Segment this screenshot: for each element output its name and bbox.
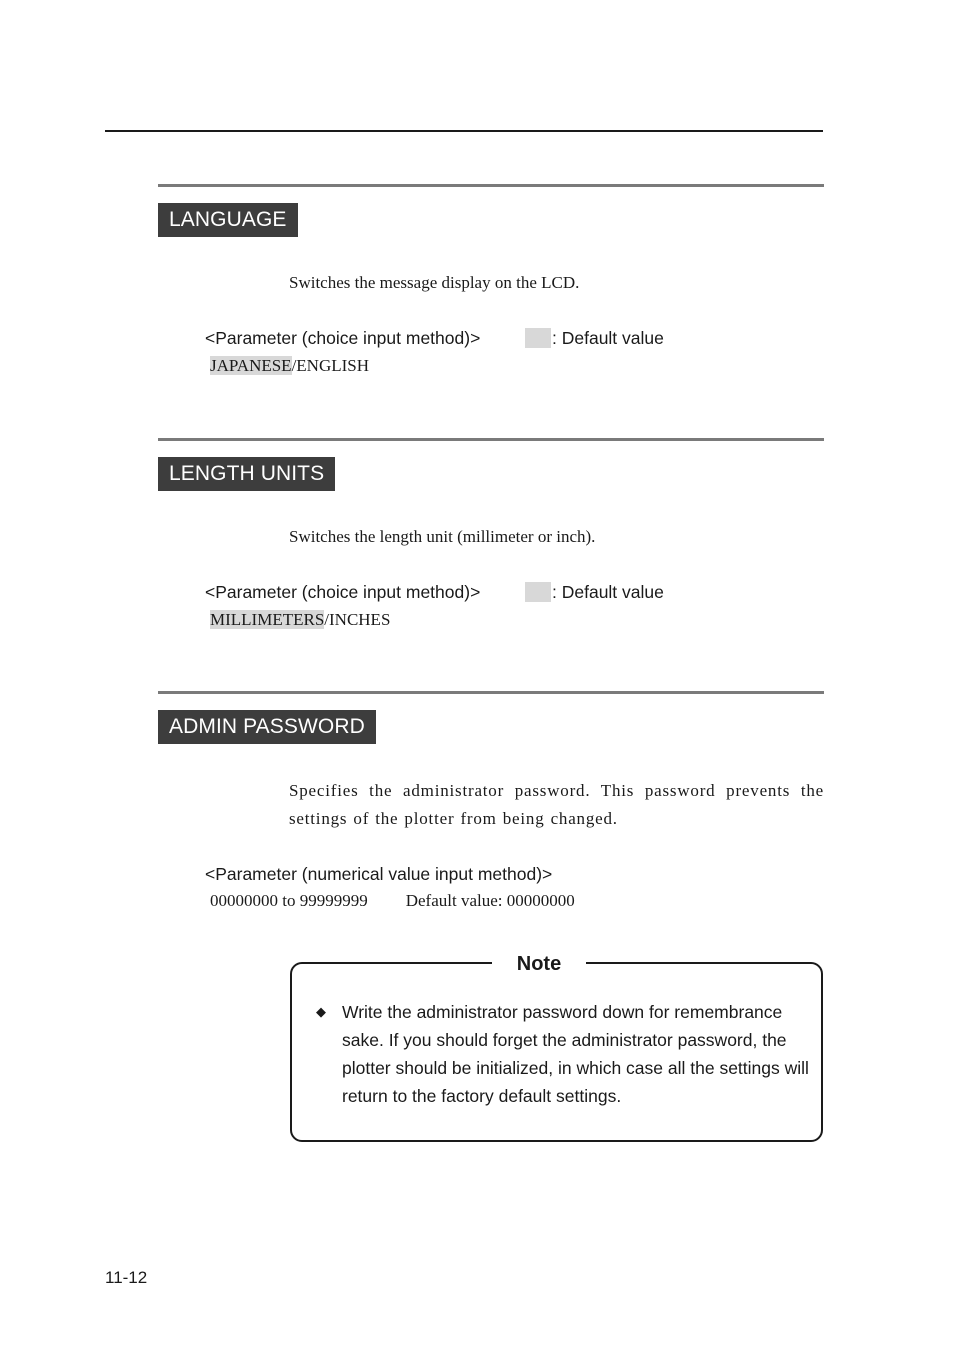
default-value-legend [525,582,664,603]
parameter-values [210,891,575,911]
parameter-values [210,610,390,630]
section-title: LENGTH UNITS [158,457,335,491]
section-description: Switches the message display on the LCD. [289,273,580,292]
section-description: Specifies the administrator password. This password prevents the settings of the plotter from being changed. [289,781,824,828]
default-value-text: Default value: 00000000 [405,891,575,910]
default-swatch [525,582,551,602]
default-swatch [525,328,551,348]
parameter-label: <Parameter (choice input method)> [205,582,481,602]
section-length-units [158,438,824,491]
section-rule [158,184,824,187]
section-admin-password [158,691,824,744]
default-choice: MILLIMETERS [210,610,325,629]
other-choices: /ENGLISH [291,356,370,375]
value-range: 00000000 to 99999999 [210,891,368,910]
note-text: Write the administrator password down for remembrance sake. If you should forget the administrator password, the plotter should be initialized, in which case all the settings will return to the factory default settings. [342,1002,809,1106]
diamond-bullet-icon: ◆ [316,1004,326,1019]
default-choice: JAPANESE [210,356,292,375]
note-title: Note [492,949,586,979]
page-number: 11-12 [105,1268,148,1287]
section-title: LANGUAGE [158,203,298,237]
note-item [316,998,810,1110]
other-choices: /INCHES [324,610,391,629]
legend-text: : Default value [552,582,664,602]
parameter-label: <Parameter (numerical value input method)> [205,864,553,884]
section-rule [158,438,824,441]
default-value-legend [525,328,664,349]
section-rule [158,691,824,694]
parameter-values [210,356,369,376]
header-rule [105,130,823,132]
legend-text: : Default value [552,328,664,348]
parameter-label: <Parameter (choice input method)> [205,328,481,348]
section-language [158,184,824,237]
section-description: Switches the length unit (millimeter or inch). [289,527,596,546]
section-title: ADMIN PASSWORD [158,710,376,744]
